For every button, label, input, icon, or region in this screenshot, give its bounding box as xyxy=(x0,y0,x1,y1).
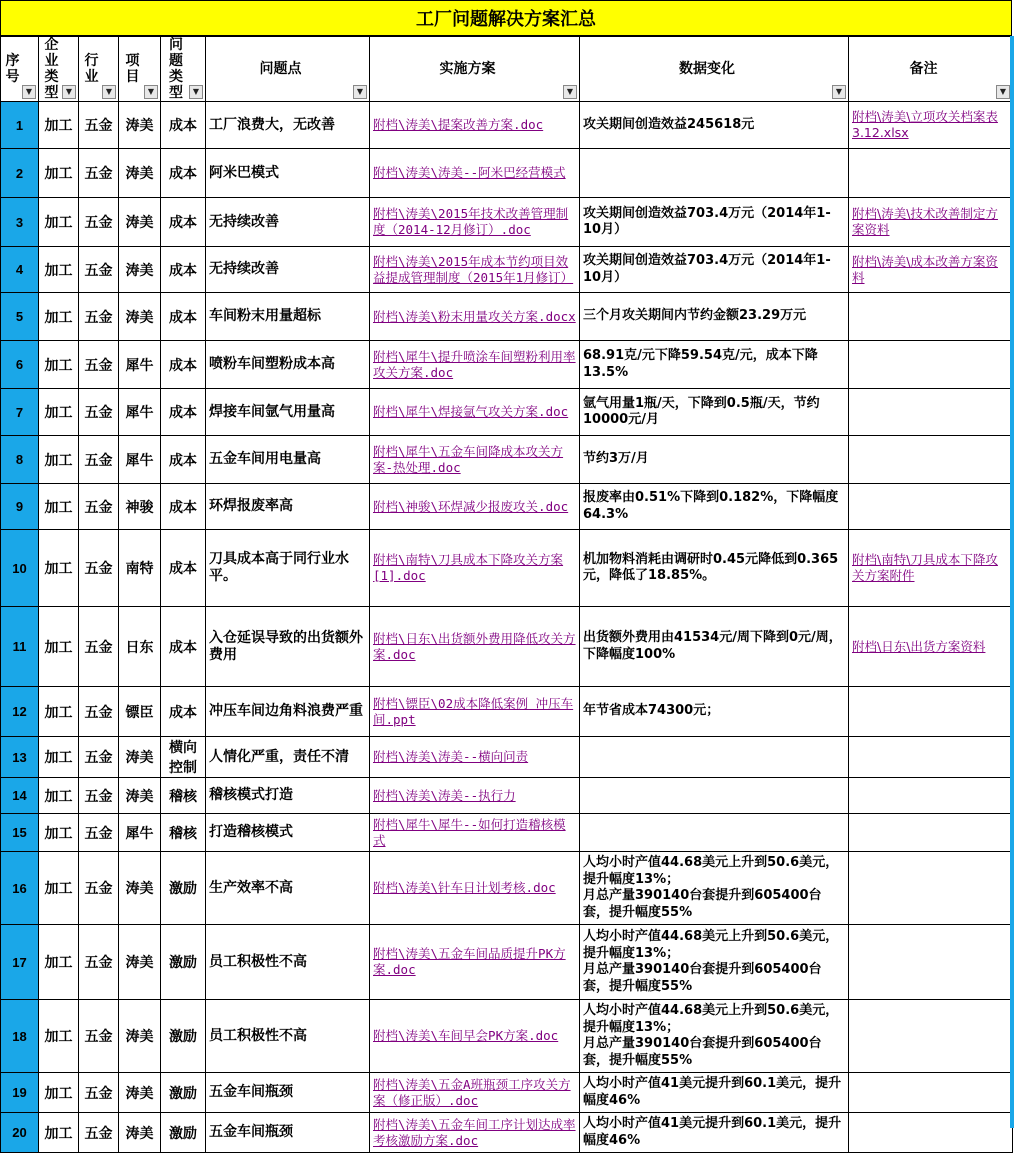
plan-link[interactable]: 附档\涛美\涛美--阿米巴经营模式 xyxy=(370,149,580,198)
category-cell: 激励 xyxy=(161,1000,206,1073)
header-data: 数据变化 ▼ xyxy=(580,37,849,102)
plan-link[interactable]: 附档\涛美\涛美--横向问责 xyxy=(370,737,580,778)
project-cell: 涛美 xyxy=(119,737,161,778)
project-cell: 涛美 xyxy=(119,198,161,247)
data-change-cell: 人均小时产值44.68美元上升到50.6美元，提升幅度13%； 月总产量390140台套提升到605400台套，提升幅度55% xyxy=(580,925,849,1000)
header-seq: 序号 ▼ xyxy=(1,37,39,102)
header-note: 备注 ▼ xyxy=(849,37,1013,102)
industry-cell: 五金 xyxy=(79,1000,119,1073)
enterprise-type-cell: 加工 xyxy=(39,1000,79,1073)
data-change-cell: 人均小时产值44.68美元上升到50.6美元，提升幅度13%； 月总产量390140台套提升到605400台套，提升幅度55% xyxy=(580,1000,849,1073)
data-change-cell: 节约3万/月 xyxy=(580,436,849,484)
row-seq-cell: 1 xyxy=(1,102,39,149)
plan-link[interactable]: 附档\涛美\车间早会PK方案.doc xyxy=(370,1000,580,1073)
category-cell: 稽核 xyxy=(161,778,206,814)
note-link xyxy=(849,484,1013,530)
filter-dropdown-icon[interactable]: ▼ xyxy=(62,85,76,99)
plan-link[interactable]: 附档\镖臣\02成本降低案例 冲压车间.ppt xyxy=(370,687,580,737)
enterprise-type-cell: 加工 xyxy=(39,530,79,607)
row-seq-cell: 14 xyxy=(1,778,39,814)
project-cell: 涛美 xyxy=(119,247,161,293)
enterprise-type-cell: 加工 xyxy=(39,778,79,814)
row-seq-cell: 19 xyxy=(1,1073,39,1113)
table-row xyxy=(1,1073,1013,1113)
category-cell: 成本 xyxy=(161,607,206,687)
industry-cell: 五金 xyxy=(79,247,119,293)
plan-link[interactable]: 附档\涛美\针车日计划考核.doc xyxy=(370,852,580,925)
enterprise-type-cell: 加工 xyxy=(39,737,79,778)
problem-cell: 员工积极性不高 xyxy=(206,925,370,1000)
data-change-cell: 人均小时产值44.68美元上升到50.6美元，提升幅度13%； 月总产量390140台套提升到605400台套，提升幅度55% xyxy=(580,852,849,925)
filter-dropdown-icon[interactable]: ▼ xyxy=(102,85,116,99)
note-link[interactable]: 附档\涛美\技术改善制定方案资料 xyxy=(849,198,1013,247)
note-link xyxy=(849,1113,1013,1153)
note-link[interactable]: 附档\涛美\成本改善方案资料 xyxy=(849,247,1013,293)
data-change-cell: 人均小时产值41美元提升到60.1美元，提升幅度46% xyxy=(580,1113,849,1153)
enterprise-type-cell: 加工 xyxy=(39,852,79,925)
table-row xyxy=(1,198,1013,247)
table-row xyxy=(1,778,1013,814)
header-problem: 问题点 ▼ xyxy=(206,37,370,102)
data-change-cell: 攻关期间创造效益703.4万元（2014年1-10月） xyxy=(580,198,849,247)
category-cell: 激励 xyxy=(161,1113,206,1153)
table-row xyxy=(1,1113,1013,1153)
enterprise-type-cell: 加工 xyxy=(39,293,79,341)
plan-link[interactable]: 附档\南特\刀具成本下降攻关方案[1].doc xyxy=(370,530,580,607)
industry-cell: 五金 xyxy=(79,925,119,1000)
data-change-cell xyxy=(580,737,849,778)
note-link xyxy=(849,1073,1013,1113)
enterprise-type-cell: 加工 xyxy=(39,247,79,293)
row-seq-cell: 2 xyxy=(1,149,39,198)
table-row xyxy=(1,814,1013,852)
row-seq-cell: 15 xyxy=(1,814,39,852)
problem-cell: 车间粉末用量超标 xyxy=(206,293,370,341)
row-seq-cell: 10 xyxy=(1,530,39,607)
industry-cell: 五金 xyxy=(79,102,119,149)
filter-dropdown-icon[interactable]: ▼ xyxy=(996,85,1010,99)
plan-link[interactable]: 附档\犀牛\焊接氩气攻关方案.doc xyxy=(370,389,580,436)
project-cell: 涛美 xyxy=(119,293,161,341)
category-cell: 成本 xyxy=(161,247,206,293)
problem-cell: 打造稽核模式 xyxy=(206,814,370,852)
problem-cell: 环焊报废率高 xyxy=(206,484,370,530)
industry-cell: 五金 xyxy=(79,293,119,341)
category-cell: 成本 xyxy=(161,530,206,607)
project-cell: 涛美 xyxy=(119,149,161,198)
project-cell: 涛美 xyxy=(119,778,161,814)
table-row xyxy=(1,530,1013,607)
data-change-cell: 机加物料消耗由调研时0.45元降低到0.365元，降低了18.85%。 xyxy=(580,530,849,607)
enterprise-type-cell: 加工 xyxy=(39,1113,79,1153)
table-row xyxy=(1,293,1013,341)
note-link[interactable]: 附档\南特\刀具成本下降攻关方案附件 xyxy=(849,530,1013,607)
note-link xyxy=(849,341,1013,389)
category-cell: 激励 xyxy=(161,925,206,1000)
category-cell: 激励 xyxy=(161,852,206,925)
enterprise-type-cell: 加工 xyxy=(39,607,79,687)
filter-dropdown-icon[interactable]: ▼ xyxy=(22,85,36,99)
industry-cell: 五金 xyxy=(79,198,119,247)
plan-link[interactable]: 附档\涛美\2015年技术改善管理制度（2014-12月修订）.doc xyxy=(370,198,580,247)
table-row xyxy=(1,102,1013,149)
row-seq-cell: 18 xyxy=(1,1000,39,1073)
table-row xyxy=(1,852,1013,925)
project-cell: 涛美 xyxy=(119,852,161,925)
plan-link[interactable]: 附档\日东\出货额外费用降低攻关方案.doc xyxy=(370,607,580,687)
data-change-cell xyxy=(580,778,849,814)
plan-link[interactable]: 附档\涛美\提案改善方案.doc xyxy=(370,102,580,149)
header-row xyxy=(1,37,1013,102)
row-seq-cell: 3 xyxy=(1,198,39,247)
note-link xyxy=(849,852,1013,925)
note-link xyxy=(849,293,1013,341)
data-change-cell: 年节省成本74300元； xyxy=(580,687,849,737)
table-row xyxy=(1,149,1013,198)
note-link xyxy=(849,737,1013,778)
project-cell: 犀牛 xyxy=(119,436,161,484)
row-seq-cell: 17 xyxy=(1,925,39,1000)
header-project: 项目 ▼ xyxy=(119,37,161,102)
project-cell: 日东 xyxy=(119,607,161,687)
enterprise-type-cell: 加工 xyxy=(39,1073,79,1113)
category-cell: 成本 xyxy=(161,198,206,247)
row-seq-cell: 6 xyxy=(1,341,39,389)
filter-dropdown-icon[interactable]: ▼ xyxy=(353,85,367,99)
problem-cell: 阿米巴模式 xyxy=(206,149,370,198)
note-link[interactable]: 附档\涛美\立项攻关档案表3.12.xlsx xyxy=(849,102,1013,149)
category-cell: 成本 xyxy=(161,341,206,389)
problem-cell: 喷粉车间塑粉成本高 xyxy=(206,341,370,389)
category-cell: 激励 xyxy=(161,1073,206,1113)
row-seq-cell: 13 xyxy=(1,737,39,778)
table-row xyxy=(1,247,1013,293)
data-change-cell: 氩气用量1瓶/天，下降到0.5瓶/天，节约10000元/月 xyxy=(580,389,849,436)
industry-cell: 五金 xyxy=(79,607,119,687)
industry-cell: 五金 xyxy=(79,687,119,737)
plan-link[interactable]: 附档\涛美\五金车间品质提升PK方案.doc xyxy=(370,925,580,1000)
project-cell: 镖臣 xyxy=(119,687,161,737)
project-cell: 犀牛 xyxy=(119,389,161,436)
data-change-cell: 人均小时产值41美元提升到60.1美元，提升幅度46% xyxy=(580,1073,849,1113)
industry-cell: 五金 xyxy=(79,436,119,484)
table-row xyxy=(1,436,1013,484)
header-category: 问题类型 ▼ xyxy=(161,37,206,102)
category-cell: 横向控制 xyxy=(161,737,206,778)
table-row xyxy=(1,925,1013,1000)
data-change-cell: 三个月攻关期间内节约金额23.29万元 xyxy=(580,293,849,341)
row-selector-band xyxy=(1010,36,1014,1128)
problem-cell: 焊接车间氩气用量高 xyxy=(206,389,370,436)
data-change-cell xyxy=(580,149,849,198)
category-cell: 成本 xyxy=(161,102,206,149)
category-cell: 成本 xyxy=(161,687,206,737)
problem-cell: 无持续改善 xyxy=(206,247,370,293)
industry-cell: 五金 xyxy=(79,737,119,778)
enterprise-type-cell: 加工 xyxy=(39,149,79,198)
project-cell: 犀牛 xyxy=(119,814,161,852)
industry-cell: 五金 xyxy=(79,149,119,198)
problem-cell: 五金车间瓶颈 xyxy=(206,1073,370,1113)
enterprise-type-cell: 加工 xyxy=(39,341,79,389)
filter-dropdown-icon[interactable]: ▼ xyxy=(832,85,846,99)
row-seq-cell: 16 xyxy=(1,852,39,925)
project-cell: 涛美 xyxy=(119,1113,161,1153)
industry-cell: 五金 xyxy=(79,389,119,436)
category-cell: 稽核 xyxy=(161,814,206,852)
category-cell: 成本 xyxy=(161,484,206,530)
table-row xyxy=(1,737,1013,778)
filter-dropdown-icon[interactable]: ▼ xyxy=(189,85,203,99)
header-industry: 行业 ▼ xyxy=(79,37,119,102)
table-row xyxy=(1,607,1013,687)
row-seq-cell: 12 xyxy=(1,687,39,737)
data-change-cell: 攻关期间创造效益703.4万元（2014年1-10月） xyxy=(580,247,849,293)
problem-cell: 员工积极性不高 xyxy=(206,1000,370,1073)
row-seq-cell: 4 xyxy=(1,247,39,293)
project-cell: 涛美 xyxy=(119,102,161,149)
row-seq-cell: 9 xyxy=(1,484,39,530)
plan-link[interactable]: 附档\涛美\涛美--执行力 xyxy=(370,778,580,814)
problem-cell: 工厂浪费大，无改善 xyxy=(206,102,370,149)
enterprise-type-cell: 加工 xyxy=(39,436,79,484)
note-link[interactable]: 附档\日东\出货方案资料 xyxy=(849,607,1013,687)
table-row xyxy=(1,1000,1013,1073)
project-cell: 南特 xyxy=(119,530,161,607)
problem-cell: 五金车间用电量高 xyxy=(206,436,370,484)
category-cell: 成本 xyxy=(161,293,206,341)
note-link xyxy=(849,149,1013,198)
problem-cell: 生产效率不高 xyxy=(206,852,370,925)
plan-link[interactable]: 附档\涛美\五金车间工序计划达成率考核激励方案.doc xyxy=(370,1113,580,1153)
row-seq-cell: 20 xyxy=(1,1113,39,1153)
table-row xyxy=(1,389,1013,436)
row-seq-cell: 11 xyxy=(1,607,39,687)
note-link xyxy=(849,925,1013,1000)
data-change-cell: 攻关期间创造效益245618元 xyxy=(580,102,849,149)
filter-dropdown-icon[interactable]: ▼ xyxy=(144,85,158,99)
industry-cell: 五金 xyxy=(79,1113,119,1153)
problem-cell: 冲压车间边角料浪费严重 xyxy=(206,687,370,737)
problem-cell: 入仓延误导致的出货额外费用 xyxy=(206,607,370,687)
data-change-cell xyxy=(580,814,849,852)
row-seq-cell: 8 xyxy=(1,436,39,484)
industry-cell: 五金 xyxy=(79,1073,119,1113)
plan-link[interactable]: 附档\犀牛\提升喷涂车间塑粉利用率攻关方案.doc xyxy=(370,341,580,389)
plan-link[interactable]: 附档\涛美\粉末用量攻关方案.docx xyxy=(370,293,580,341)
industry-cell: 五金 xyxy=(79,852,119,925)
problem-cell: 稽核模式打造 xyxy=(206,778,370,814)
project-cell: 涛美 xyxy=(119,1073,161,1113)
sheet-title: 工厂问题解决方案汇总 xyxy=(0,0,1012,36)
category-cell: 成本 xyxy=(161,436,206,484)
industry-cell: 五金 xyxy=(79,814,119,852)
data-change-cell: 68.91克/元下降59.54克/元，成本下降13.5% xyxy=(580,341,849,389)
plan-link[interactable]: 附档\涛美\2015年成本节约项目效益提成管理制度（2015年1月修订） xyxy=(370,247,580,293)
industry-cell: 五金 xyxy=(79,778,119,814)
problem-cell: 刀具成本高于同行业水平。 xyxy=(206,530,370,607)
filter-dropdown-icon[interactable]: ▼ xyxy=(563,85,577,99)
project-cell: 涛美 xyxy=(119,925,161,1000)
enterprise-type-cell: 加工 xyxy=(39,389,79,436)
table-row xyxy=(1,687,1013,737)
enterprise-type-cell: 加工 xyxy=(39,198,79,247)
data-change-cell: 报废率由0.51%下降到0.182%，下降幅度64.3% xyxy=(580,484,849,530)
industry-cell: 五金 xyxy=(79,341,119,389)
category-cell: 成本 xyxy=(161,389,206,436)
problem-cell: 人情化严重，责任不清 xyxy=(206,737,370,778)
row-seq-cell: 5 xyxy=(1,293,39,341)
note-link xyxy=(849,814,1013,852)
plan-link[interactable]: 附档\犀牛\五金车间降成本攻关方案-热处理.doc xyxy=(370,436,580,484)
project-cell: 犀牛 xyxy=(119,341,161,389)
enterprise-type-cell: 加工 xyxy=(39,484,79,530)
enterprise-type-cell: 加工 xyxy=(39,925,79,1000)
industry-cell: 五金 xyxy=(79,484,119,530)
note-link xyxy=(849,687,1013,737)
note-link xyxy=(849,389,1013,436)
data-change-cell: 出货额外费用由41534元/周下降到0元/周，下降幅度100% xyxy=(580,607,849,687)
plan-link[interactable]: 附档\涛美\五金A班瓶颈工序攻关方案（修正版）.doc xyxy=(370,1073,580,1113)
note-link xyxy=(849,1000,1013,1073)
problem-cell: 无持续改善 xyxy=(206,198,370,247)
enterprise-type-cell: 加工 xyxy=(39,687,79,737)
problem-cell: 五金车间瓶颈 xyxy=(206,1113,370,1153)
table-row xyxy=(1,484,1013,530)
category-cell: 成本 xyxy=(161,149,206,198)
header-plan: 实施方案 ▼ xyxy=(370,37,580,102)
note-link xyxy=(849,778,1013,814)
enterprise-type-cell: 加工 xyxy=(39,102,79,149)
header-type: 企业类型 ▼ xyxy=(39,37,79,102)
enterprise-type-cell: 加工 xyxy=(39,814,79,852)
row-seq-cell: 7 xyxy=(1,389,39,436)
note-link xyxy=(849,436,1013,484)
project-cell: 神骏 xyxy=(119,484,161,530)
project-cell: 涛美 xyxy=(119,1000,161,1073)
industry-cell: 五金 xyxy=(79,530,119,607)
plan-link[interactable]: 附档\犀牛\犀牛--如何打造稽核模式 xyxy=(370,814,580,852)
table-row xyxy=(1,341,1013,389)
plan-link[interactable]: 附档\神骏\环焊减少报废攻关.doc xyxy=(370,484,580,530)
solutions-table xyxy=(0,36,1013,1153)
